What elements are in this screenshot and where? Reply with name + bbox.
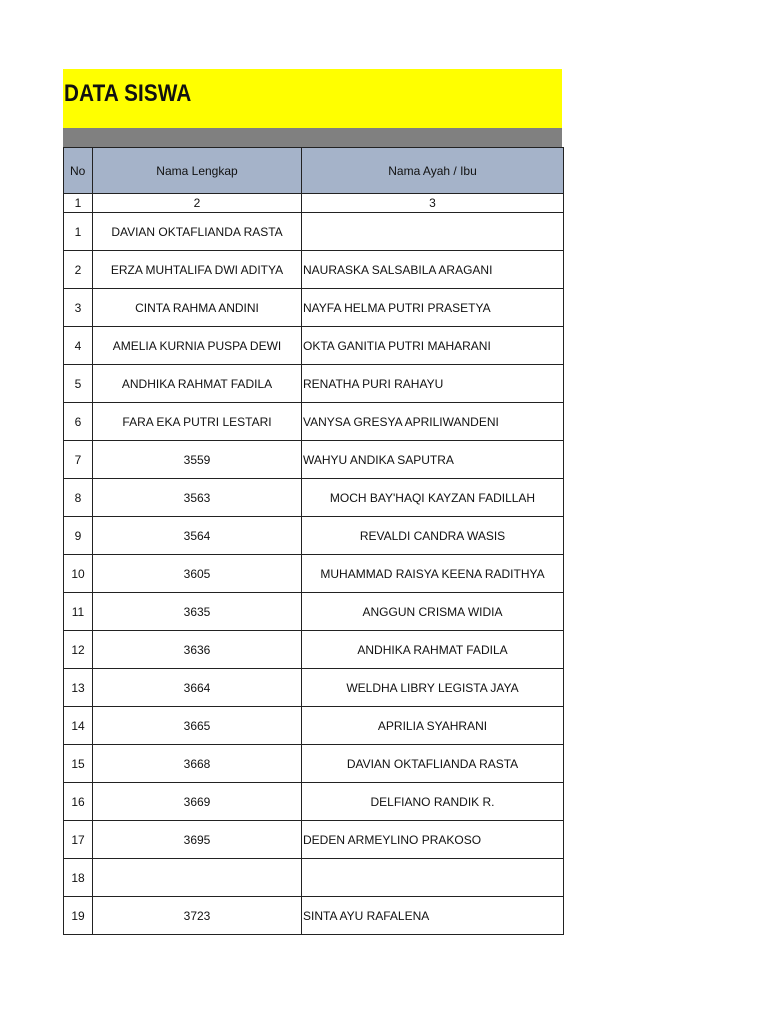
nama-ortu-cell: DEDEN ARMEYLINO PRAKOSO <box>302 821 564 859</box>
index-row <box>64 194 564 213</box>
nama-ortu-cell: ANDHIKA RAHMAT FADILA <box>302 631 564 669</box>
no-cell: 13 <box>64 669 93 707</box>
nama-ortu-cell: ANGGUN CRISMA WIDIA <box>302 593 564 631</box>
header-nama-ortu: Nama Ayah / Ibu <box>302 148 564 194</box>
no-cell: 11 <box>64 593 93 631</box>
no-cell: 15 <box>64 745 93 783</box>
nama-ortu-cell: REVALDI CANDRA WASIS <box>302 517 564 555</box>
nama-ortu-cell <box>302 213 564 251</box>
nama-ortu-cell: MOCH BAY'HAQI KAYZAN FADILLAH <box>302 479 564 517</box>
nama-lengkap-cell: 3563 <box>93 479 302 517</box>
table-row <box>64 251 564 289</box>
no-cell: 9 <box>64 517 93 555</box>
nama-ortu-cell: OKTA GANITIA PUTRI MAHARANI <box>302 327 564 365</box>
table-row <box>64 365 564 403</box>
no-cell: 17 <box>64 821 93 859</box>
table-row <box>64 327 564 365</box>
table-row <box>64 289 564 327</box>
nama-ortu-cell: DAVIAN OKTAFLIANDA RASTA <box>302 745 564 783</box>
table-row <box>64 897 564 935</box>
nama-ortu-cell: WAHYU ANDIKA SAPUTRA <box>302 441 564 479</box>
table-row <box>64 783 564 821</box>
index-cell: 1 <box>64 194 93 213</box>
header-no: No <box>64 148 93 194</box>
nama-ortu-cell <box>302 859 564 897</box>
table-row <box>64 707 564 745</box>
table-row <box>64 479 564 517</box>
nama-lengkap-cell: 3668 <box>93 745 302 783</box>
table-row <box>64 403 564 441</box>
no-cell: 8 <box>64 479 93 517</box>
grey-band <box>63 128 562 147</box>
nama-lengkap-cell: ERZA MUHTALIFA DWI ADITYA <box>93 251 302 289</box>
table-row <box>64 593 564 631</box>
nama-ortu-cell: NAURASKA SALSABILA ARAGANI <box>302 251 564 289</box>
no-cell: 2 <box>64 251 93 289</box>
nama-lengkap-cell: ANDHIKA RAHMAT FADILA <box>93 365 302 403</box>
nama-lengkap-cell: 3635 <box>93 593 302 631</box>
table-row <box>64 631 564 669</box>
nama-ortu-cell: APRILIA SYAHRANI <box>302 707 564 745</box>
no-cell: 14 <box>64 707 93 745</box>
no-cell: 16 <box>64 783 93 821</box>
nama-lengkap-cell <box>93 859 302 897</box>
nama-lengkap-cell: 3559 <box>93 441 302 479</box>
table-row <box>64 745 564 783</box>
nama-lengkap-cell: 3665 <box>93 707 302 745</box>
nama-lengkap-cell: 3723 <box>93 897 302 935</box>
table-row <box>64 441 564 479</box>
no-cell: 7 <box>64 441 93 479</box>
nama-ortu-cell: VANYSA GRESYA APRILIWANDENI <box>302 403 564 441</box>
table-row <box>64 669 564 707</box>
nama-lengkap-cell: 3636 <box>93 631 302 669</box>
nama-lengkap-cell: 3605 <box>93 555 302 593</box>
no-cell: 12 <box>64 631 93 669</box>
nama-lengkap-cell: AMELIA KURNIA PUSPA DEWI <box>93 327 302 365</box>
no-cell: 6 <box>64 403 93 441</box>
table-row <box>64 517 564 555</box>
no-cell: 3 <box>64 289 93 327</box>
no-cell: 10 <box>64 555 93 593</box>
index-cell: 2 <box>93 194 302 213</box>
table-row <box>64 859 564 897</box>
nama-ortu-cell: WELDHA LIBRY LEGISTA JAYA <box>302 669 564 707</box>
page-title: DATA SISWA <box>64 80 192 107</box>
nama-ortu-cell: DELFIANO RANDIK R. <box>302 783 564 821</box>
nama-lengkap-cell: FARA EKA PUTRI LESTARI <box>93 403 302 441</box>
nama-ortu-cell: RENATHA PURI RAHAYU <box>302 365 564 403</box>
no-cell: 1 <box>64 213 93 251</box>
nama-lengkap-cell: 3669 <box>93 783 302 821</box>
student-table <box>63 147 564 935</box>
nama-lengkap-cell: 3564 <box>93 517 302 555</box>
nama-lengkap-cell: CINTA RAHMA ANDINI <box>93 289 302 327</box>
nama-lengkap-cell: 3695 <box>93 821 302 859</box>
no-cell: 18 <box>64 859 93 897</box>
no-cell: 5 <box>64 365 93 403</box>
table-row <box>64 213 564 251</box>
nama-lengkap-cell: DAVIAN OKTAFLIANDA RASTA <box>93 213 302 251</box>
no-cell: 4 <box>64 327 93 365</box>
header-nama-lengkap: Nama Lengkap <box>93 148 302 194</box>
table-row <box>64 555 564 593</box>
table-row <box>64 821 564 859</box>
nama-ortu-cell: NAYFA HELMA PUTRI PRASETYA <box>302 289 564 327</box>
header-row <box>64 148 564 194</box>
index-cell: 3 <box>302 194 564 213</box>
no-cell: 19 <box>64 897 93 935</box>
nama-lengkap-cell: 3664 <box>93 669 302 707</box>
nama-ortu-cell: MUHAMMAD RAISYA KEENA RADITHYA <box>302 555 564 593</box>
nama-ortu-cell: SINTA AYU RAFALENA <box>302 897 564 935</box>
